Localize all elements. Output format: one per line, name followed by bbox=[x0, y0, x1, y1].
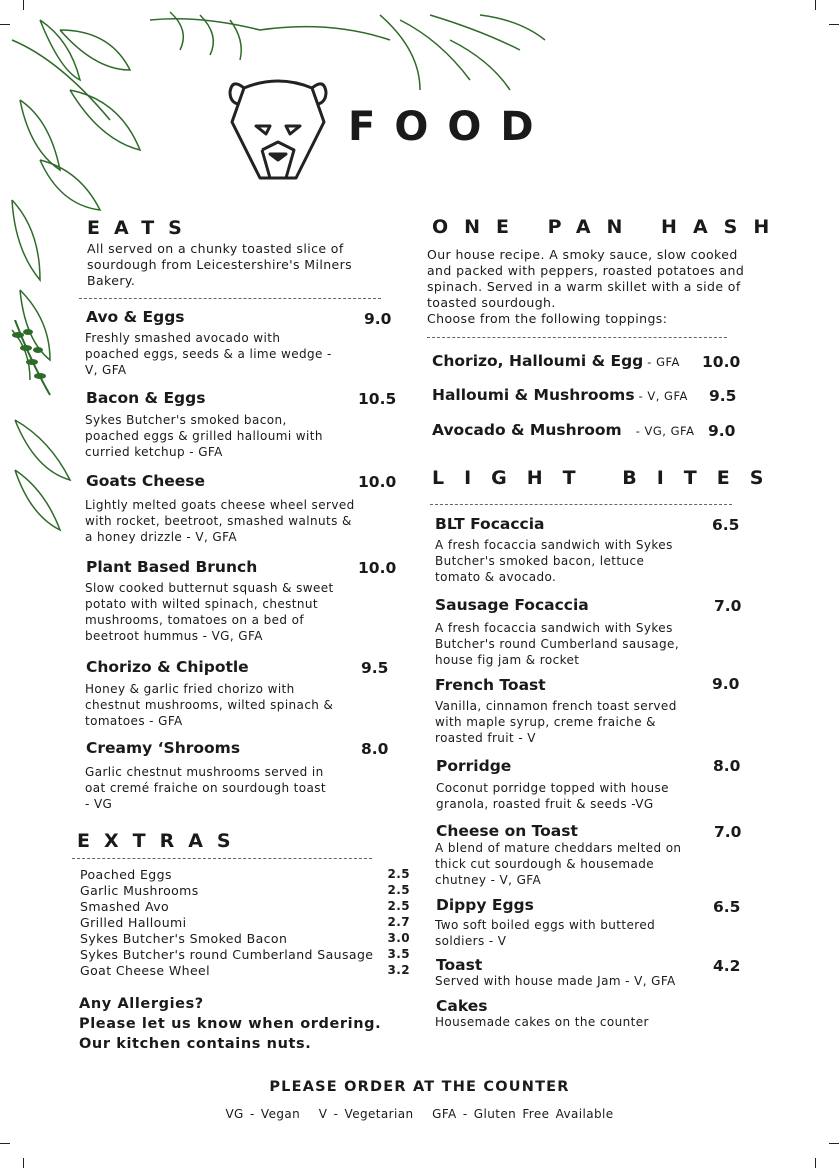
divider bbox=[72, 858, 372, 859]
item-desc: Two soft boiled eggs with buttered soldiers - V bbox=[435, 918, 656, 948]
item-price: 4.2 bbox=[713, 957, 741, 975]
item-price: 6.5 bbox=[713, 898, 741, 916]
crop-mark bbox=[829, 24, 839, 25]
crop-mark bbox=[829, 1143, 839, 1144]
eats-heading: EATS bbox=[87, 217, 196, 239]
divider bbox=[79, 298, 381, 299]
item-desc: Freshly smashed avocado with poached eggs, seeds & a lime wedge - V, GFA bbox=[85, 331, 332, 377]
divider bbox=[427, 337, 727, 338]
item-price: 10.0 bbox=[358, 473, 397, 491]
item-name: Porridge bbox=[436, 757, 512, 775]
item-desc: Lightly melted goats cheese wheel served with rocket, beetroot, smashed walnuts & a honey drizzle - V, GFA bbox=[85, 498, 355, 544]
item-name: Toast bbox=[436, 956, 483, 974]
crop-mark bbox=[815, 1158, 816, 1168]
item-price: 8.0 bbox=[713, 757, 741, 775]
item-desc: A fresh focaccia sandwich with Sykes Butcher's smoked bacon, lettuce tomato & avocado. bbox=[435, 538, 673, 584]
item-price: 9.0 bbox=[708, 422, 736, 440]
list-item: Poached Eggs 2.5 bbox=[80, 867, 410, 882]
crop-mark bbox=[23, 1158, 24, 1168]
list-item: Sykes Butcher's round Cumberland Sausage 3.5 bbox=[80, 947, 410, 962]
list-item: Garlic Mushrooms 2.5 bbox=[80, 883, 410, 898]
item-desc: Coconut porridge topped with house granola, roasted fruit & seeds -VG bbox=[436, 781, 669, 811]
item-price: 10.0 bbox=[702, 353, 741, 371]
bear-head-icon bbox=[226, 70, 330, 184]
item-name: Avocado & Mushroom - VG, GFA bbox=[432, 421, 695, 439]
item-name: Goats Cheese bbox=[86, 472, 206, 490]
crop-mark bbox=[815, 0, 816, 10]
hash-heading: ONE PAN HASH bbox=[432, 216, 786, 238]
item-price: 7.0 bbox=[714, 597, 742, 615]
list-item: Goat Cheese Wheel 3.2 bbox=[80, 963, 410, 978]
item-name: Chorizo & Chipotle bbox=[86, 658, 249, 676]
item-name: French Toast bbox=[435, 676, 546, 694]
item-name: BLT Focaccia bbox=[435, 515, 545, 533]
item-desc: Sykes Butcher's smoked bacon, poached eggs & grilled halloumi with curried ketchup - GFA bbox=[85, 413, 323, 459]
crop-mark bbox=[0, 1143, 10, 1144]
list-item: Smashed Avo 2.5 bbox=[80, 899, 410, 914]
item-desc: Slow cooked butternut squash & sweet potato with wilted spinach, chestnut mushrooms, tomatoes on a bed of beetroot hummus - VG, GFA bbox=[85, 581, 334, 643]
item-name: Cheese on Toast bbox=[436, 822, 578, 840]
item-price: 9.5 bbox=[709, 387, 737, 405]
dietary-legend: VG - Vegan V - Vegetarian GFA - Gluten Free Available bbox=[225, 1107, 614, 1121]
item-name: Dippy Eggs bbox=[436, 896, 534, 914]
item-price: 9.5 bbox=[361, 659, 389, 677]
item-desc: Honey & garlic fried chorizo with chestnut mushrooms, wilted spinach & tomatoes - GFA bbox=[85, 682, 334, 728]
item-desc: Vanilla, cinnamon french toast served with maple syrup, creme fraiche & roasted fruit - V bbox=[435, 699, 677, 745]
item-price: 9.0 bbox=[364, 310, 392, 328]
item-name: Halloumi & Mushrooms - V, GFA bbox=[432, 386, 688, 404]
item-price: 7.0 bbox=[714, 823, 742, 841]
allergy-notice: Any Allergies? Please let us know when ordering. Our kitchen contains nuts. bbox=[79, 996, 382, 1052]
item-name: Avo & Eggs bbox=[86, 308, 185, 326]
item-desc: A blend of mature cheddars melted on thick cut sourdough & housemade chutney - V, GFA bbox=[435, 841, 682, 887]
divider bbox=[430, 504, 732, 505]
list-item: Sykes Butcher's Smoked Bacon 3.0 bbox=[80, 931, 410, 946]
hash-intro: Our house recipe. A smoky sauce, slow cooked and packed with peppers, roasted potatoes and spinach. Served in a warm skillet with a side of toasted sourdough. Choose from the following toppings: bbox=[427, 247, 745, 326]
item-desc: Served with house made Jam - V, GFA bbox=[435, 974, 676, 988]
extras-heading: EXTRAS bbox=[77, 830, 245, 852]
page-title: FOOD bbox=[348, 104, 553, 150]
item-name: Sausage Focaccia bbox=[435, 596, 589, 614]
item-desc: A fresh focaccia sandwich with Sykes Butcher's round Cumberland sausage, house fig jam & rocket bbox=[435, 621, 680, 667]
item-price: 6.5 bbox=[712, 516, 740, 534]
item-price: 8.0 bbox=[361, 740, 389, 758]
item-price: 10.5 bbox=[358, 390, 397, 408]
extras-list bbox=[80, 867, 410, 979]
item-desc: Housemade cakes on the counter bbox=[435, 1015, 649, 1029]
item-name: Chorizo, Halloumi & Egg - GFA bbox=[432, 352, 680, 370]
item-price: 10.0 bbox=[358, 559, 397, 577]
item-name: Creamy ‘Shrooms bbox=[86, 739, 241, 757]
item-desc: Garlic chestnut mushrooms served in oat cremé fraiche on sourdough toast - VG bbox=[85, 765, 327, 811]
order-notice: PLEASE ORDER AT THE COUNTER bbox=[269, 1079, 570, 1095]
item-name: Cakes bbox=[436, 997, 488, 1015]
bites-heading: LIGHT BITES bbox=[432, 467, 784, 489]
eats-intro: All served on a chunky toasted slice of sourdough from Leicestershire's Milners Bakery. bbox=[87, 241, 353, 288]
item-name: Bacon & Eggs bbox=[86, 389, 206, 407]
list-item: Grilled Halloumi 2.7 bbox=[80, 915, 410, 930]
fern-icon bbox=[10, 320, 60, 400]
item-price: 9.0 bbox=[712, 675, 740, 693]
item-name: Plant Based Brunch bbox=[86, 558, 258, 576]
